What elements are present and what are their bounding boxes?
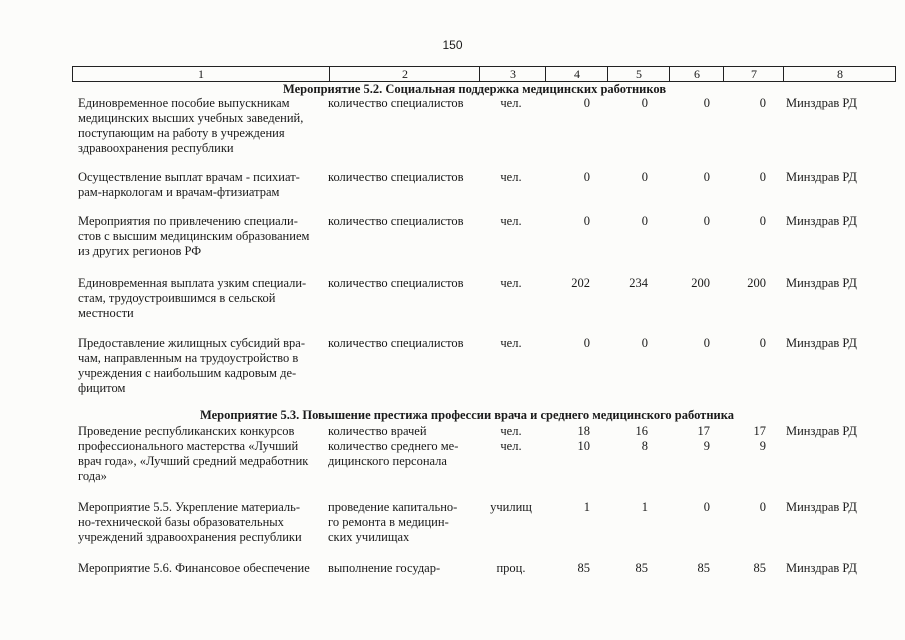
column-number-1: 1 bbox=[198, 67, 204, 81]
value-col-7-line: 9 bbox=[759, 439, 766, 453]
value-col-5-line: 0 bbox=[641, 96, 648, 110]
indicator-name bbox=[328, 561, 478, 576]
value-col-4-line: 10 bbox=[577, 439, 590, 453]
unit bbox=[486, 336, 536, 351]
value-col-6 bbox=[660, 424, 710, 454]
activity-name-line: Мероприятие 5.5. Укрепление материаль- bbox=[78, 500, 300, 514]
column-number-8: 8 bbox=[783, 67, 896, 81]
indicator-name-line: количество специалистов bbox=[328, 336, 464, 350]
value-col-4-line: 0 bbox=[583, 214, 590, 228]
value-col-4-line: 1 bbox=[583, 500, 590, 514]
section-title: Мероприятие 5.2. Социальная поддержка медицинских работников bbox=[283, 82, 667, 96]
responsible-executor: Минздрав РД bbox=[786, 500, 857, 514]
indicator-name bbox=[328, 170, 478, 185]
value-col-4 bbox=[540, 561, 590, 576]
indicator-name-line: количество специалистов bbox=[328, 214, 464, 228]
value-col-5-line: 85 bbox=[635, 561, 648, 575]
value-col-6 bbox=[660, 561, 710, 576]
activity-name-line: Мероприятие 5.6. Финансовое обеспечение bbox=[78, 561, 310, 575]
indicator-name bbox=[328, 336, 478, 351]
activity-name bbox=[78, 500, 326, 545]
activity-name-line: учреждения с наибольшим кадровым де- bbox=[78, 366, 297, 380]
indicator-name-line: количество специалистов bbox=[328, 170, 464, 184]
value-col-4-line: 85 bbox=[577, 561, 590, 575]
indicator-name bbox=[328, 276, 478, 291]
value-col-7 bbox=[716, 424, 766, 454]
indicator-name bbox=[328, 214, 478, 229]
activity-name-line: здравоохранения республики bbox=[78, 141, 234, 155]
activity-name-line: медицинских высших учебных заведений, bbox=[78, 111, 304, 125]
value-col-5 bbox=[598, 336, 648, 351]
activity-name-line: рам-наркологам и врачам-фтизиатрам bbox=[78, 185, 280, 199]
activity-name-line: Проведение республиканских конкурсов bbox=[78, 424, 295, 438]
value-col-7-line: 0 bbox=[759, 336, 766, 350]
value-col-7 bbox=[716, 336, 766, 351]
responsible-executor: Минздрав РД bbox=[786, 561, 857, 575]
activity-name-line: стов с высшим медицинским образованием bbox=[78, 229, 310, 243]
activity-name bbox=[78, 170, 326, 200]
activity-name bbox=[78, 336, 326, 396]
indicator-name-line: количество среднего ме- bbox=[328, 439, 459, 453]
value-col-6-line: 0 bbox=[703, 170, 710, 184]
value-col-6 bbox=[660, 276, 710, 291]
activity-name-line: Единовременная выплата узким специали- bbox=[78, 276, 307, 290]
value-col-6 bbox=[660, 96, 710, 111]
unit bbox=[486, 500, 536, 515]
unit bbox=[486, 424, 536, 454]
value-col-7-line: 85 bbox=[753, 561, 766, 575]
activity-name-line: Предоставление жилищных субсидий вра- bbox=[78, 336, 306, 350]
indicator-name-line: выполнение государ- bbox=[328, 561, 441, 575]
activity-name-line: учреждений здравоохранения республики bbox=[78, 530, 302, 544]
value-col-4-line: 0 bbox=[583, 96, 590, 110]
unit bbox=[486, 214, 536, 229]
value-col-7 bbox=[716, 500, 766, 515]
activity-name-line: стам, трудоустроившимся в сельской bbox=[78, 291, 276, 305]
activity-name-line: профессионального мастерства «Лучший bbox=[78, 439, 299, 453]
unit-line: чел. bbox=[500, 276, 522, 290]
unit-line: проц. bbox=[496, 561, 526, 575]
value-col-7 bbox=[716, 276, 766, 291]
activity-name-line: врач года», «Лучший средний медработник bbox=[78, 454, 309, 468]
activity-name bbox=[78, 561, 326, 576]
value-col-5 bbox=[598, 276, 648, 291]
activity-name-line: фицитом bbox=[78, 381, 126, 395]
value-col-4 bbox=[540, 424, 590, 454]
value-col-6-line: 200 bbox=[691, 276, 710, 290]
section-title: Мероприятие 5.3. Повышение престижа профессии врача и среднего медицинского работника bbox=[200, 408, 734, 422]
value-col-4 bbox=[540, 276, 590, 291]
activity-name-line: года» bbox=[78, 469, 107, 483]
value-col-6-line: 9 bbox=[703, 439, 710, 453]
value-col-6 bbox=[660, 214, 710, 229]
unit-line: училищ bbox=[490, 500, 532, 514]
value-col-7-line: 0 bbox=[759, 170, 766, 184]
value-col-5 bbox=[598, 214, 648, 229]
value-col-5 bbox=[598, 500, 648, 515]
activity-name-line: чам, направленным на трудоустройство в bbox=[78, 351, 299, 365]
value-col-6-line: 0 bbox=[703, 96, 710, 110]
indicator-name-line: количество специалистов bbox=[328, 96, 464, 110]
value-col-7 bbox=[716, 96, 766, 111]
activity-name bbox=[78, 214, 326, 259]
value-col-6-line: 0 bbox=[703, 500, 710, 514]
value-col-7 bbox=[716, 214, 766, 229]
value-col-5-line: 1 bbox=[641, 500, 648, 514]
value-col-7-line: 0 bbox=[759, 500, 766, 514]
value-col-4-line: 18 bbox=[577, 424, 590, 438]
unit bbox=[486, 561, 536, 576]
responsible-executor: Минздрав РД bbox=[786, 276, 857, 290]
value-col-4-line: 202 bbox=[571, 276, 590, 290]
activity-name bbox=[78, 96, 326, 156]
responsible-executor: Минздрав РД bbox=[786, 214, 857, 228]
value-col-5 bbox=[598, 170, 648, 185]
unit bbox=[486, 170, 536, 185]
value-col-6 bbox=[660, 336, 710, 351]
activity-name bbox=[78, 424, 326, 484]
unit-line: чел. bbox=[500, 214, 522, 228]
unit bbox=[486, 96, 536, 111]
responsible-executor: Минздрав РД bbox=[786, 424, 857, 438]
value-col-5 bbox=[598, 96, 648, 111]
value-col-7 bbox=[716, 561, 766, 576]
indicator-name-line: го ремонта в медицин- bbox=[328, 515, 449, 529]
indicator-name-line: количество специалистов bbox=[328, 276, 464, 290]
value-col-6-line: 0 bbox=[703, 214, 710, 228]
column-number-4: 4 bbox=[545, 67, 608, 81]
value-col-5-line: 0 bbox=[641, 214, 648, 228]
value-col-6 bbox=[660, 170, 710, 185]
value-col-5-line: 234 bbox=[629, 276, 648, 290]
value-col-7-line: 17 bbox=[753, 424, 766, 438]
value-col-5-line: 0 bbox=[641, 336, 648, 350]
responsible-executor: Минздрав РД bbox=[786, 96, 857, 110]
column-number-6: 6 bbox=[669, 67, 724, 81]
column-number-2: 2 bbox=[329, 67, 480, 81]
activity-name-line: из других регионов РФ bbox=[78, 244, 202, 258]
column-number-7: 7 bbox=[723, 67, 784, 81]
activity-name bbox=[78, 276, 326, 321]
value-col-4 bbox=[540, 336, 590, 351]
value-col-7-line: 0 bbox=[759, 214, 766, 228]
value-col-7 bbox=[716, 170, 766, 185]
unit-line: чел. bbox=[500, 170, 522, 184]
unit bbox=[486, 276, 536, 291]
value-col-5 bbox=[598, 561, 648, 576]
value-col-4 bbox=[540, 170, 590, 185]
table-header-row bbox=[72, 66, 896, 82]
activity-name-line: Мероприятия по привлечению специали- bbox=[78, 214, 298, 228]
responsible-executor: Минздрав РД bbox=[786, 170, 857, 184]
value-col-5-line: 16 bbox=[635, 424, 648, 438]
value-col-6-line: 17 bbox=[697, 424, 710, 438]
activity-name-line: Осуществление выплат врачам - психиат- bbox=[78, 170, 300, 184]
unit-line: чел. bbox=[500, 96, 522, 110]
indicator-name bbox=[328, 500, 478, 545]
value-col-5-line: 8 bbox=[641, 439, 648, 453]
indicator-name-line: ских училищах bbox=[328, 530, 410, 544]
value-col-4 bbox=[540, 500, 590, 515]
column-number-3: 3 bbox=[479, 67, 546, 81]
unit-line: чел. bbox=[500, 439, 522, 453]
value-col-5-line: 0 bbox=[641, 170, 648, 184]
value-col-7-line: 0 bbox=[759, 96, 766, 110]
indicator-name bbox=[328, 424, 478, 469]
value-col-6-line: 85 bbox=[697, 561, 710, 575]
value-col-6-line: 0 bbox=[703, 336, 710, 350]
activity-name-line: поступающим на работу в учреждения bbox=[78, 126, 285, 140]
page-number: 150 bbox=[442, 38, 463, 52]
indicator-name bbox=[328, 96, 478, 111]
value-col-5 bbox=[598, 424, 648, 454]
activity-name-line: Единовременное пособие выпускникам bbox=[78, 96, 290, 110]
activity-name-line: местности bbox=[78, 306, 134, 320]
responsible-executor: Минздрав РД bbox=[786, 336, 857, 350]
value-col-4 bbox=[540, 214, 590, 229]
indicator-name-line: дицинского персонала bbox=[328, 454, 447, 468]
value-col-4 bbox=[540, 96, 590, 111]
unit-line: чел. bbox=[500, 424, 522, 438]
value-col-7-line: 200 bbox=[747, 276, 766, 290]
value-col-6 bbox=[660, 500, 710, 515]
indicator-name-line: количество врачей bbox=[328, 424, 427, 438]
value-col-4-line: 0 bbox=[583, 336, 590, 350]
activity-name-line: но-технической базы образовательных bbox=[78, 515, 284, 529]
value-col-4-line: 0 bbox=[583, 170, 590, 184]
column-number-5: 5 bbox=[607, 67, 670, 81]
indicator-name-line: проведение капитально- bbox=[328, 500, 458, 514]
unit-line: чел. bbox=[500, 336, 522, 350]
